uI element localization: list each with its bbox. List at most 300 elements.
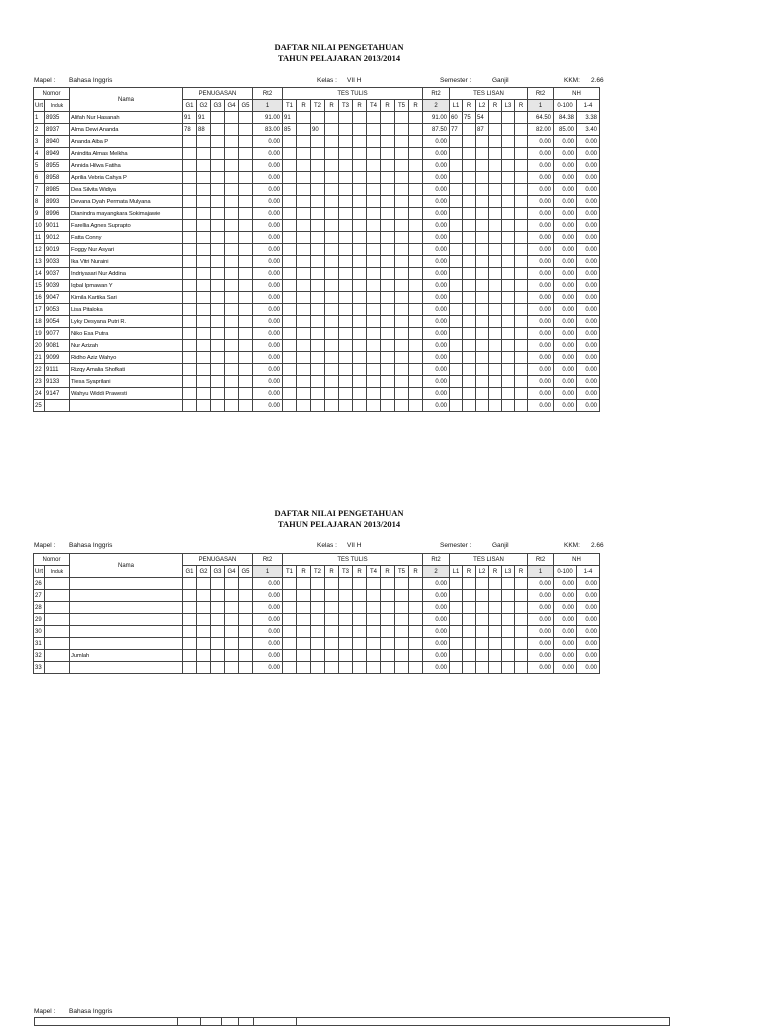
row-g-score [225, 196, 239, 208]
row-l-score [515, 268, 528, 280]
row-g-score [183, 256, 197, 268]
row-t-score [353, 340, 367, 352]
row-t-score [395, 244, 409, 256]
row-t-score [381, 400, 395, 412]
table-row [34, 662, 600, 674]
row-t-score [409, 340, 423, 352]
mapel-value: Bahasa Inggris [69, 1008, 113, 1015]
row-t-score [325, 578, 339, 590]
row-l-score [476, 352, 489, 364]
row-rt-penugasan: 0.00 [253, 340, 283, 352]
row-t-score [381, 292, 395, 304]
header-t: R [381, 566, 395, 578]
row-t-score [339, 400, 353, 412]
row-rt-lisan: 0.00 [528, 626, 554, 638]
kkm-value: 2.66 [591, 542, 604, 549]
row-t-score [325, 662, 339, 674]
row-t-score [395, 160, 409, 172]
row-t-score [325, 208, 339, 220]
row-t-score [367, 626, 381, 638]
row-t-score [339, 280, 353, 292]
row-t-score [395, 268, 409, 280]
row-l-score [489, 602, 502, 614]
row-t-score [325, 268, 339, 280]
row-nh-100: 0.00 [554, 650, 577, 662]
row-g-score [239, 160, 253, 172]
row-t-score [353, 364, 367, 376]
row-number: 27 [34, 590, 45, 602]
row-t-score [311, 376, 325, 388]
row-name: Ananda Aiba P [70, 136, 183, 148]
row-t-score [381, 328, 395, 340]
row-t-score [339, 148, 353, 160]
row-l-score [502, 184, 515, 196]
row-t-score [297, 208, 311, 220]
row-l-score [463, 292, 476, 304]
table-row [34, 292, 600, 304]
header-t: T1 [283, 100, 297, 112]
row-t-score [353, 304, 367, 316]
row-t-score [367, 124, 381, 136]
row-g-score [183, 578, 197, 590]
row-t-score [381, 280, 395, 292]
row-l-score [476, 172, 489, 184]
row-nh-4: 0.00 [577, 626, 600, 638]
row-t-score [409, 388, 423, 400]
header-t: T3 [339, 566, 353, 578]
row-induk: 9011 [45, 220, 70, 232]
row-t-score [381, 316, 395, 328]
row-l-score [502, 208, 515, 220]
row-t-score [311, 400, 325, 412]
table-row [34, 304, 600, 316]
table-row [34, 578, 600, 590]
row-l-score [515, 220, 528, 232]
row-l-score [502, 220, 515, 232]
row-t-score [367, 364, 381, 376]
row-nh-100: 0.00 [554, 364, 577, 376]
row-rt-tulis: 0.00 [423, 316, 450, 328]
row-g-score [239, 292, 253, 304]
row-t-score [297, 352, 311, 364]
row-name: Ridho Aziz Wahyo [70, 352, 183, 364]
row-t-score [311, 148, 325, 160]
row-t-score [311, 352, 325, 364]
table-row [34, 220, 600, 232]
row-g-score [211, 292, 225, 304]
row-rt-penugasan: 0.00 [253, 244, 283, 256]
row-t-score [325, 316, 339, 328]
row-l-score [502, 232, 515, 244]
row-t-score [311, 220, 325, 232]
row-g-score [225, 220, 239, 232]
row-number: 25 [34, 400, 45, 412]
row-l-score [515, 376, 528, 388]
row-t-score [283, 280, 297, 292]
row-g-score [197, 220, 211, 232]
row-t-score [409, 376, 423, 388]
row-t-score [297, 340, 311, 352]
row-rt-penugasan: 0.00 [253, 316, 283, 328]
row-name: Indriyasari Nur Addina [70, 268, 183, 280]
row-g-score [225, 578, 239, 590]
header-l: R [463, 566, 476, 578]
row-rt-penugasan: 0.00 [253, 376, 283, 388]
row-g-score [211, 650, 225, 662]
row-nh-4: 0.00 [577, 638, 600, 650]
row-t-score [381, 256, 395, 268]
row-l-score [502, 244, 515, 256]
row-t-score [381, 650, 395, 662]
row-t-score [409, 304, 423, 316]
row-t-score [297, 124, 311, 136]
row-g-score [211, 244, 225, 256]
row-t-score [325, 280, 339, 292]
row-nh-4: 0.00 [577, 602, 600, 614]
row-t-score [283, 328, 297, 340]
row-rt-lisan: 0.00 [528, 208, 554, 220]
row-t-score [325, 590, 339, 602]
row-induk: 8985 [45, 184, 70, 196]
row-induk: 9111 [45, 364, 70, 376]
header-t: R [297, 566, 311, 578]
row-t-score [325, 352, 339, 364]
row-number: 7 [34, 184, 45, 196]
row-rt-penugasan: 0.00 [253, 662, 283, 674]
header-rt-2: 2 [423, 566, 450, 578]
row-nh-4: 0.00 [577, 340, 600, 352]
row-t-score [339, 650, 353, 662]
row-l-score [502, 136, 515, 148]
row-t-score [409, 352, 423, 364]
row-g-score [197, 638, 211, 650]
row-l-score [502, 256, 515, 268]
row-t-score [381, 388, 395, 400]
row-t-score [297, 578, 311, 590]
row-t-score [367, 232, 381, 244]
header-tes-tulis: TES TULIS [283, 88, 423, 100]
row-l-score [515, 256, 528, 268]
row-t-score [395, 578, 409, 590]
row-induk: 8935 [45, 112, 70, 124]
row-g-score [183, 638, 197, 650]
row-l-score [463, 650, 476, 662]
row-g-score [183, 244, 197, 256]
table-row [34, 196, 600, 208]
row-g-score [239, 376, 253, 388]
row-name: Dea Silvita Widiya [70, 184, 183, 196]
row-t-score [395, 136, 409, 148]
row-rt-tulis: 0.00 [423, 662, 450, 674]
header-nh-100: 0-100 [554, 566, 577, 578]
row-l-score [489, 124, 502, 136]
row-t-score [339, 220, 353, 232]
row-rt-penugasan: 0.00 [253, 196, 283, 208]
row-number: 23 [34, 376, 45, 388]
row-induk [45, 590, 70, 602]
row-number: 33 [34, 662, 45, 674]
row-l-score [476, 244, 489, 256]
page2-subtitle: TAHUN PELAJARAN 2013/2014 [277, 519, 401, 529]
header-g: G4 [225, 566, 239, 578]
row-name: Anindita Almas Melkha [70, 148, 183, 160]
row-t-score [367, 376, 381, 388]
row-nh-100: 0.00 [554, 340, 577, 352]
header-tes-tulis: TES TULIS [283, 554, 423, 566]
row-nh-100: 0.00 [554, 352, 577, 364]
row-l-score [450, 340, 463, 352]
row-l-score [450, 662, 463, 674]
row-l-score [476, 376, 489, 388]
row-l-score [450, 304, 463, 316]
header-rt-penugasan: Rt2 [253, 554, 283, 566]
row-rt-tulis: 0.00 [423, 614, 450, 626]
row-l-score [476, 184, 489, 196]
row-t-score [311, 590, 325, 602]
row-rt-penugasan: 0.00 [253, 136, 283, 148]
row-g-score [225, 124, 239, 136]
row-t-score [311, 602, 325, 614]
row-rt-lisan: 0.00 [528, 316, 554, 328]
row-l-score [463, 328, 476, 340]
row-number: 11 [34, 232, 45, 244]
row-l-score [502, 160, 515, 172]
row-t-score [395, 340, 409, 352]
row-g-score: 88 [197, 124, 211, 136]
row-t-score [311, 160, 325, 172]
row-rt-penugasan: 0.00 [253, 352, 283, 364]
row-l-score [476, 220, 489, 232]
row-nh-100: 0.00 [554, 232, 577, 244]
row-t-score [353, 400, 367, 412]
row-t-score [381, 364, 395, 376]
row-rt-lisan: 0.00 [528, 376, 554, 388]
row-l-score [463, 316, 476, 328]
row-t-score [367, 340, 381, 352]
row-name [70, 602, 183, 614]
row-t-score [311, 626, 325, 638]
row-induk: 9039 [45, 280, 70, 292]
row-nh-100: 0.00 [554, 638, 577, 650]
row-nh-4: 0.00 [577, 662, 600, 674]
table-row [34, 256, 600, 268]
row-rt-tulis: 0.00 [423, 304, 450, 316]
header-g: G4 [225, 100, 239, 112]
table-row [34, 124, 600, 136]
row-l-score [476, 208, 489, 220]
row-t-score [395, 184, 409, 196]
row-rt-tulis: 0.00 [423, 602, 450, 614]
row-t-score [283, 364, 297, 376]
row-l-score [463, 220, 476, 232]
row-g-score [239, 328, 253, 340]
row-t-score [367, 328, 381, 340]
row-l-score [502, 400, 515, 412]
header-t: R [409, 100, 423, 112]
row-t-score [283, 220, 297, 232]
row-l-score [463, 196, 476, 208]
row-nh-100: 0.00 [554, 172, 577, 184]
row-t-score [283, 256, 297, 268]
row-rt-tulis: 0.00 [423, 352, 450, 364]
row-nh-4: 3.38 [577, 112, 600, 124]
row-l-score [489, 650, 502, 662]
row-t-score [367, 160, 381, 172]
row-t-score [325, 172, 339, 184]
row-t-score [395, 400, 409, 412]
row-t-score [381, 232, 395, 244]
row-l-score [450, 614, 463, 626]
row-l-score [450, 184, 463, 196]
row-l-score [450, 578, 463, 590]
row-number: 4 [34, 148, 45, 160]
row-g-score [211, 280, 225, 292]
row-g-score [183, 196, 197, 208]
header-t: R [325, 100, 339, 112]
row-t-score [325, 184, 339, 196]
row-t-score [367, 136, 381, 148]
row-l-score [489, 626, 502, 638]
row-t-score [367, 208, 381, 220]
row-t-score [409, 220, 423, 232]
row-l-score [450, 268, 463, 280]
row-g-score [197, 160, 211, 172]
table-row [34, 352, 600, 364]
row-t-score [395, 590, 409, 602]
row-g-score [197, 292, 211, 304]
row-g-score [225, 602, 239, 614]
row-nh-100: 0.00 [554, 316, 577, 328]
row-name [70, 578, 183, 590]
row-g-score [211, 208, 225, 220]
mapel-label: Mapel : [34, 1008, 56, 1015]
row-g-score [183, 400, 197, 412]
row-g-score [197, 136, 211, 148]
row-l-score [502, 662, 515, 674]
row-t-score [311, 244, 325, 256]
row-t-score [339, 172, 353, 184]
row-g-score [225, 232, 239, 244]
row-g-score [183, 662, 197, 674]
row-g-score [211, 662, 225, 674]
row-t-score [339, 364, 353, 376]
row-l-score [502, 196, 515, 208]
row-t-score [395, 626, 409, 638]
row-rt-tulis: 0.00 [423, 328, 450, 340]
row-l-score [502, 638, 515, 650]
row-l-score [502, 578, 515, 590]
row-l-score [450, 316, 463, 328]
row-t-score [367, 256, 381, 268]
row-t-score [339, 602, 353, 614]
header-g: G5 [239, 100, 253, 112]
row-l-score [463, 184, 476, 196]
row-l-score [450, 376, 463, 388]
row-l-score [489, 112, 502, 124]
row-rt-penugasan: 0.00 [253, 184, 283, 196]
row-nh-4: 0.00 [577, 160, 600, 172]
row-g-score [225, 340, 239, 352]
row-g-score [239, 650, 253, 662]
semester-value: Ganjil [492, 77, 509, 84]
row-rt-lisan: 0.00 [528, 148, 554, 160]
row-rt-penugasan: 0.00 [253, 614, 283, 626]
header-rt-1: 1 [253, 566, 283, 578]
row-induk: 9053 [45, 304, 70, 316]
row-t-score [325, 232, 339, 244]
row-t-score [325, 148, 339, 160]
table-row [34, 232, 600, 244]
row-l-score [476, 136, 489, 148]
row-t-score [395, 124, 409, 136]
header-t: T5 [395, 100, 409, 112]
row-l-score [502, 328, 515, 340]
row-l-score [463, 400, 476, 412]
header-t: R [297, 100, 311, 112]
row-t-score [283, 352, 297, 364]
row-t-score [367, 196, 381, 208]
row-l-score [515, 614, 528, 626]
row-t-score [325, 376, 339, 388]
row-t-score [381, 614, 395, 626]
row-t-score [367, 388, 381, 400]
row-t-score [339, 292, 353, 304]
row-rt-tulis: 87.50 [423, 124, 450, 136]
row-rt-penugasan: 0.00 [253, 602, 283, 614]
row-l-score [502, 614, 515, 626]
row-g-score [197, 256, 211, 268]
row-induk [45, 638, 70, 650]
row-t-score [367, 638, 381, 650]
row-induk [45, 578, 70, 590]
row-rt-lisan: 64.50 [528, 112, 554, 124]
row-g-score [211, 256, 225, 268]
row-number: 20 [34, 340, 45, 352]
row-g-score [225, 292, 239, 304]
row-rt-tulis: 0.00 [423, 650, 450, 662]
row-rt-tulis: 0.00 [423, 400, 450, 412]
row-l-score [515, 184, 528, 196]
row-l-score [489, 638, 502, 650]
row-t-score [297, 244, 311, 256]
row-t-score [395, 280, 409, 292]
row-g-score [225, 316, 239, 328]
row-g-score [225, 160, 239, 172]
row-l-score [476, 364, 489, 376]
row-g-score [197, 400, 211, 412]
row-name [70, 614, 183, 626]
table-row [34, 268, 600, 280]
row-l-score [489, 208, 502, 220]
row-g-score [225, 136, 239, 148]
row-name: Lyky Desyana Putri R. [70, 316, 183, 328]
row-t-score [297, 388, 311, 400]
header-nh-4: 1-4 [577, 100, 600, 112]
row-l-score [450, 590, 463, 602]
row-t-score [283, 172, 297, 184]
table-row [34, 136, 600, 148]
row-rt-penugasan: 0.00 [253, 172, 283, 184]
row-g-score [197, 614, 211, 626]
row-l-score [463, 160, 476, 172]
row-l-score [463, 638, 476, 650]
header-l: L3 [502, 100, 515, 112]
row-rt-tulis: 0.00 [423, 160, 450, 172]
row-t-score [325, 112, 339, 124]
row-t-score [353, 268, 367, 280]
table-row [34, 340, 600, 352]
row-g-score [211, 328, 225, 340]
